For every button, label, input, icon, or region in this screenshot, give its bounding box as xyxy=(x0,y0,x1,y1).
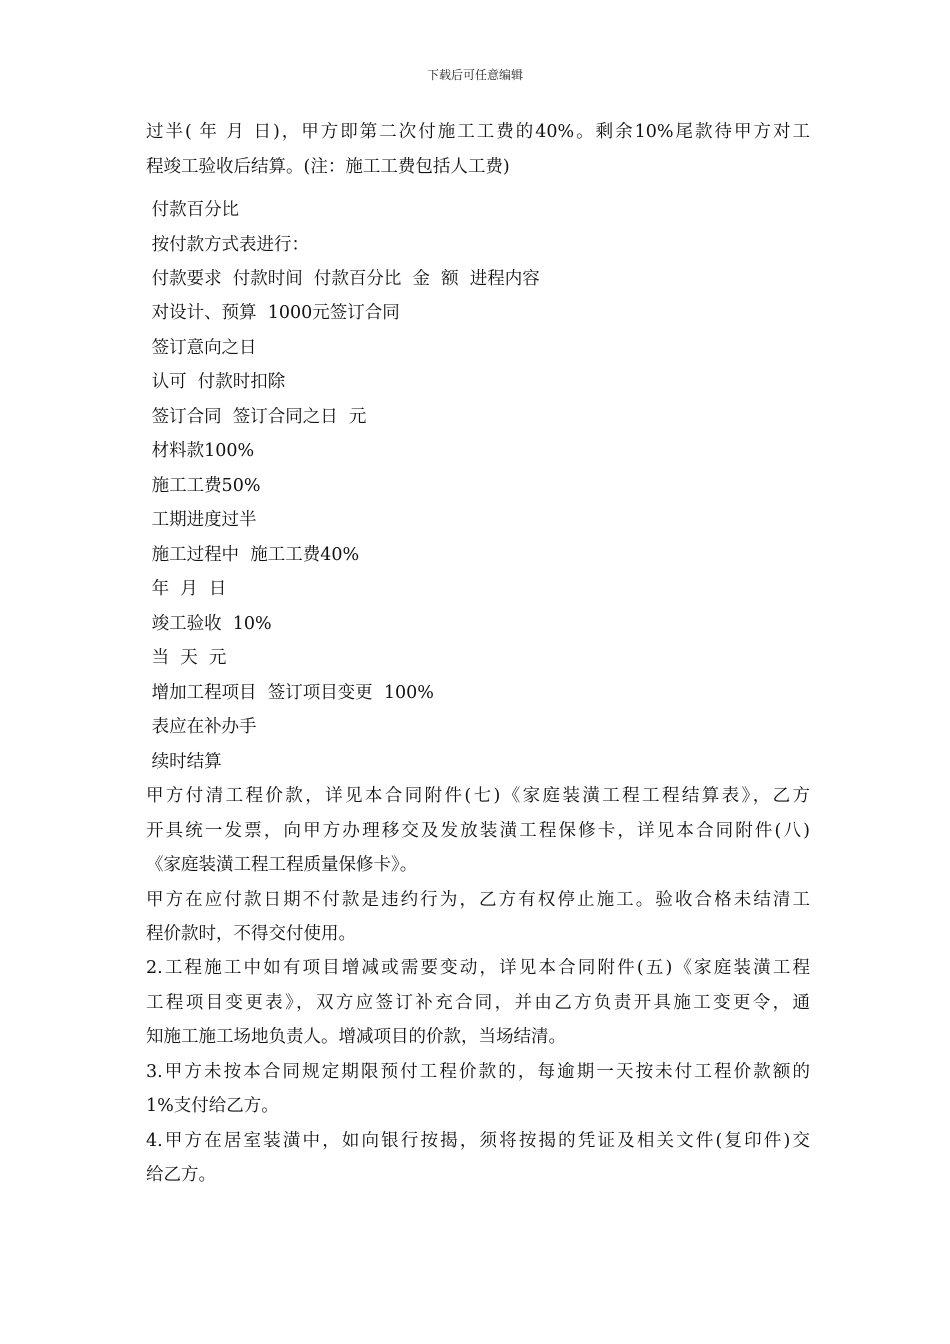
text-line: 程竣工验收后结算。(注：施工工费包括人工费) xyxy=(146,157,510,177)
text-line: 当 天 元 xyxy=(146,648,227,668)
text-line: 工期进度过半 xyxy=(146,510,257,530)
text-line: 续时结算 xyxy=(146,752,222,772)
text-line: 3.甲方未按本合同规定期限预付工程价款的，每逾期一天按未付工程价款额的 xyxy=(146,1062,810,1082)
text-line: 知施工施工场地负责人。增减项目的价款，当场结清。 xyxy=(146,1027,566,1047)
text-line: 签订合同 签订合同之日 元 xyxy=(146,407,367,427)
text-line: 施工工费50% xyxy=(146,476,261,496)
text-line: 4.甲方在居室装潢中，如向银行按揭，须将按揭的凭证及相关文件(复印件)交 xyxy=(146,1131,810,1151)
text-line: 签订意向之日 xyxy=(146,338,257,358)
text-line: 开具统一发票，向甲方办理移交及发放装潢工程保修卡，详见本合同附件(八) xyxy=(146,821,810,841)
text-line: 1%支付给乙方。 xyxy=(146,1096,279,1116)
text-line: 材料款100% xyxy=(146,441,255,461)
text-line: 付款百分比 xyxy=(146,200,240,220)
text-line: 2.工程施工中如有项目增减或需要变动，详见本合同附件(五)《家庭装潢工程 xyxy=(146,958,810,978)
text-line: 甲方在应付款日期不付款是违约行为，乙方有权停止施工。验收合格未结清工 xyxy=(146,890,810,910)
text-line: 增加工程项目 签订项目变更 100% xyxy=(146,683,434,703)
text-line: 对设计、预算 1000元签订合同 xyxy=(146,303,400,323)
text-line: 认可 付款时扣除 xyxy=(146,372,286,392)
text-line: 付款要求 付款时间 付款百分比 金 额 进程内容 xyxy=(146,269,540,289)
text-line: 工程项目变更表》，双方应签订补充合同，并由乙方负责开具施工变更令，通 xyxy=(146,993,810,1013)
text-line: 程价款时，不得交付使用。 xyxy=(146,924,356,944)
text-line: 施工过程中 施工工费40% xyxy=(146,545,360,565)
text-line: 按付款方式表进行： xyxy=(146,235,310,255)
text-line: 给乙方。 xyxy=(146,1165,216,1185)
text-line: 甲方付清工程价款，详见本合同附件(七)《家庭装潢工程工程结算表》，乙方 xyxy=(146,786,810,806)
text-line: 《家庭装潢工程工程质量保修卡》。 xyxy=(146,855,418,875)
page-header: 下载后可任意编辑 xyxy=(426,68,523,82)
text-line: 年 月 日 xyxy=(146,579,227,599)
text-line: 竣工验收 10% xyxy=(146,614,272,634)
text-line: 过半( 年 月 日)，甲方即第二次付施工工费的40%。剩余10%尾款待甲方对工 xyxy=(146,122,810,142)
text-line: 表应在补办手 xyxy=(146,717,257,737)
